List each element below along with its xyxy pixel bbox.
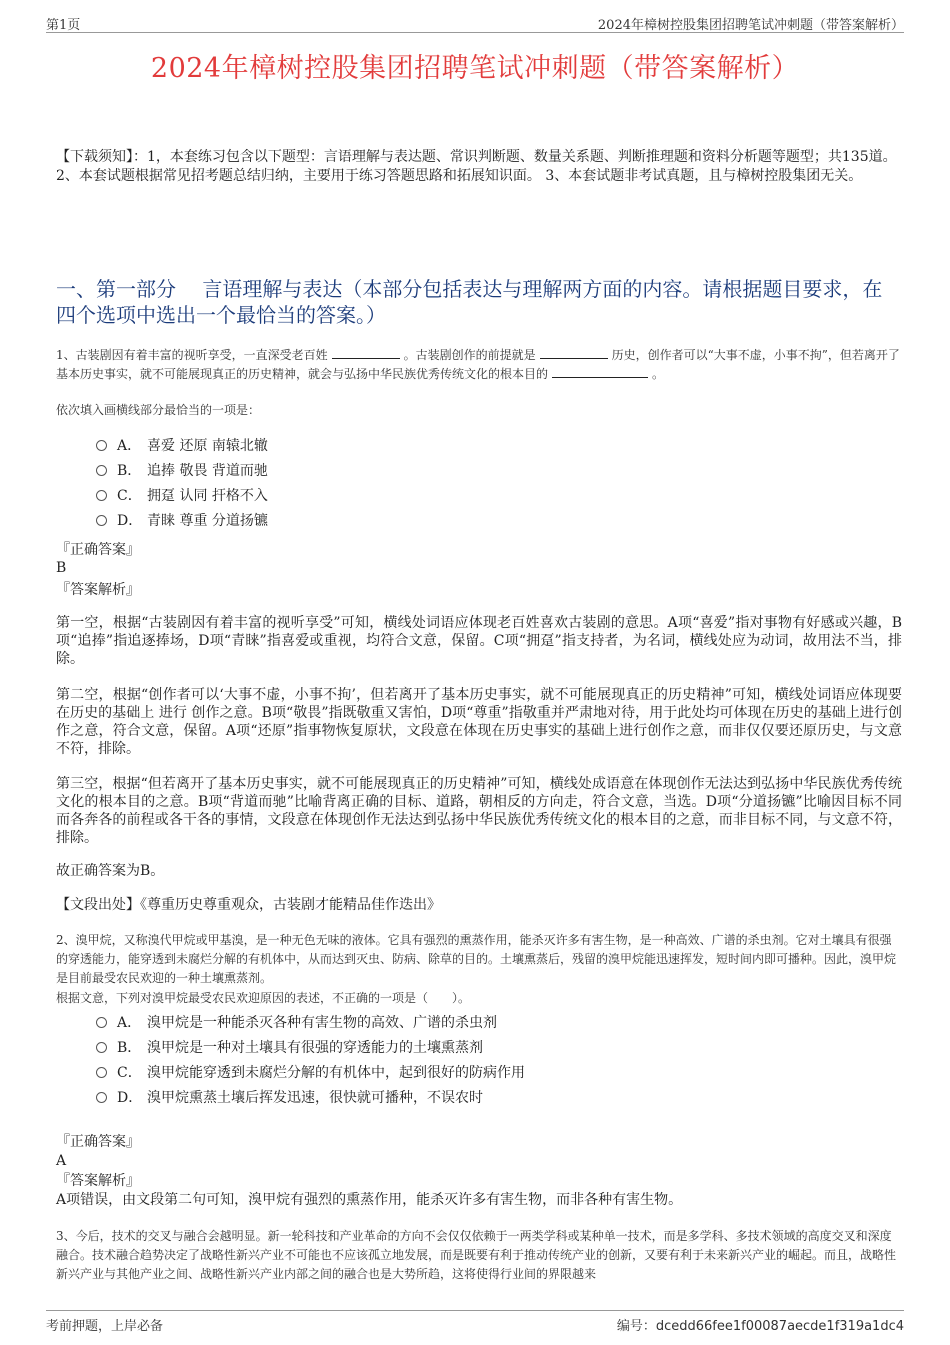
- q1-blank: [552, 365, 648, 378]
- header-doc-title: 2024年樟树控股集团招聘笔试冲刺题（带答案解析）: [597, 18, 904, 33]
- option-letter: C．: [117, 488, 142, 504]
- q2-analysis: A项错误，由文段第二句可知，溴甲烷有强烈的熏蒸作用，能杀灭许多有害生物，而非各种有害生物。: [56, 1192, 683, 1208]
- q1-blank: [540, 346, 608, 359]
- q1-answer: B: [56, 560, 67, 576]
- q1-stem-part: 。古装剧创作的前提就是: [403, 348, 536, 362]
- option-text: 追捧 敬畏 背道而驰: [147, 463, 268, 479]
- q1-analysis-label: 『答案解析』: [56, 582, 140, 598]
- radio-icon[interactable]: [96, 490, 107, 501]
- radio-icon[interactable]: [96, 440, 107, 451]
- q1-analysis-para-2: 第二空，根据“创作者可以‘大事不虚，小事不拘’，但若离开了基本历史事实，就不可能展现真正的历史精神”可知，横线处词语应体现要在历史的基础上 进行 创作之意。B项“敬畏”指既敬重又害怕，D项“尊重”指敬重并严肃地对待，用于此处均可体现在历史的基础上进行创作之意，符合文意，保留。A项“还原”指事物恢复原状，文段意在体现在历史事实的基础上进行创作之意，而非仅仅要还原历史，与文意不符，排除。: [56, 687, 902, 757]
- q1-analysis-para-3: 第三空，根据“但若离开了基本历史事实，就不可能展现真正的历史精神”可知，横线处成语意在体现创作无法达到弘扬中华民族优秀传统文化的根本目的之意。B项“背道而驰”比喻背离正确的目标、道路，朝相反的方向走，符合文意，当选。D项“分道扬镳”比喻因目标不同而各奔各的前程或各干各的事情，文段意在体现创作无法达到弘扬中华民族优秀传统文化的根本目的之意，而非目标不同，与文意不符，排除。: [56, 776, 902, 846]
- option-text: 喜爱 还原 南辕北辙: [147, 438, 268, 454]
- q1-answer-label: 『正确答案』: [56, 542, 140, 558]
- option-text: 溴甲烷熏蒸土壤后挥发迅速，很快就可播种，不误农时: [147, 1090, 483, 1106]
- option-text: 拥趸 认同 扞格不入: [147, 488, 268, 504]
- option-text: 溴甲烷是一种能杀灭各种有害生物的高效、广谱的杀虫剂: [147, 1015, 497, 1031]
- q2-stem: 2、溴甲烷，又称溴代甲烷或甲基溴，是一种无色无味的液体。它具有强烈的熏蒸作用，能杀灭许多有害生物，是一种高效、广谱的杀虫剂。它对土壤具有很强的穿透能力，能穿透到未腐烂分解的有机体中，从而达到灭虫、防病、除草的目的。土壤熏蒸后，残留的溴甲烷能迅速挥发，短时间内即可播种。因此，溴甲烷是目前最受农民欢迎的一种土壤熏蒸剂。: [56, 933, 897, 985]
- q1-option-d[interactable]: [96, 509, 268, 534]
- option-text: 青睐 尊重 分道扬镳: [147, 513, 268, 529]
- q1-source: 【文段出处】《尊重历史尊重观众，古装剧才能精品佳作迭出》: [56, 897, 441, 913]
- option-letter: B．: [117, 1040, 142, 1056]
- q2-answer: A: [56, 1153, 67, 1169]
- download-notice: 【下载须知】：1，本套练习包含以下题型：言语理解与表达题、常识判断题、数量关系题、判断推理题和资料分析题等题型；共135道。 2、本套试题根据常见招考题总结归纳，主要用于练习答题思路和拓展知识面。 3、本套试题非考试真题，且与樟树控股集团无关。: [56, 149, 897, 184]
- q2-option-c[interactable]: [96, 1061, 525, 1086]
- q2-option-b[interactable]: [96, 1036, 525, 1061]
- page-footer: [46, 1310, 904, 1334]
- radio-icon[interactable]: [96, 465, 107, 476]
- q1-option-b[interactable]: [96, 459, 268, 484]
- radio-icon[interactable]: [96, 1017, 107, 1028]
- q2-analysis-label: 『答案解析』: [56, 1173, 140, 1189]
- radio-icon[interactable]: [96, 515, 107, 526]
- option-letter: A．: [117, 1015, 142, 1031]
- q1-stem-part: 1、古装剧因有着丰富的视听享受，一直深受老百姓: [56, 348, 328, 362]
- q1-stem-part: 。: [652, 367, 665, 381]
- footer-code-value: dcedd66fee1f00087aecde1f319a1dc4: [655, 1319, 904, 1334]
- q2-answer-label: 『正确答案』: [56, 1134, 140, 1150]
- section-heading: 一、第一部分 言语理解与表达（本部分包括表达与理解两方面的内容。请根据题目要求，在四个选项中选出一个最恰当的答案。）: [56, 277, 883, 327]
- radio-icon[interactable]: [96, 1042, 107, 1053]
- q1-analysis-para-1: 第一空，根据“古装剧因有着丰富的视听享受”可知，横线处词语应体现老百姓喜欢古装剧的意思。A项“喜爱”指对事物有好感或兴趣，B项“追捧”指追逐捧场，D项“青睐”指喜爱或重视，均符合文意，保留。C项“拥趸”指支持者，为名词，横线处应为动词，故用法不当，排除。: [56, 615, 902, 667]
- q1-prompt: 依次填入画横线部分最恰当的一项是：: [56, 403, 261, 417]
- option-letter: D．: [117, 1090, 143, 1106]
- radio-icon[interactable]: [96, 1067, 107, 1078]
- q2-option-d[interactable]: [96, 1086, 525, 1111]
- q2-option-a[interactable]: [96, 1011, 525, 1036]
- q1-options: [96, 434, 268, 534]
- option-text: 溴甲烷是一种对土壤具有很强的穿透能力的土壤熏蒸剂: [147, 1040, 483, 1056]
- q2-prompt: 根据文意，下列对溴甲烷最受农民欢迎原因的表述，不正确的一项是（ ）。: [56, 991, 471, 1005]
- document-title: 2024年樟树控股集团招聘笔试冲刺题（带答案解析）: [150, 53, 800, 84]
- q1-conclusion: 故正确答案为B。: [56, 863, 165, 879]
- q3-stem: 3、今后，技术的交叉与融合会越明显。新一轮科技和产业革命的方向不会仅仅依赖于一两类学科或某种单一技术，而是多学科、多技术领域的高度交叉和深度融合。技术融合趋势决定了战略性新兴产业不可能也不应该孤立地发展，而是既要有利于推动传统产业的创新，又要有利于未来新兴产业的崛起。而且，战略性新兴产业与其他产业之间、战略性新兴产业内部之间的融合也是大势所趋，这将使得行业间的界限越来: [56, 1229, 897, 1281]
- option-text: 溴甲烷能穿透到未腐烂分解的有机体中，起到很好的防病作用: [147, 1065, 525, 1081]
- option-letter: B．: [117, 463, 142, 479]
- q1-option-a[interactable]: [96, 434, 268, 459]
- q1-stem-part: 历史，创作者可以“大事不虚，小事不拘”，但若离开了基本历史事实，就不可能展现真正的历史精神，就会与弘扬中华民族优秀传统文化的根本目的: [56, 348, 900, 381]
- page-header: [46, 12, 904, 33]
- q1-blank: [332, 346, 400, 359]
- q1-stem: [56, 346, 902, 384]
- radio-icon[interactable]: [96, 1092, 107, 1103]
- footer-code-label: 编号：: [616, 1319, 656, 1334]
- q2-options: [96, 1011, 525, 1111]
- option-letter: D．: [117, 513, 143, 529]
- page-number: 第1页: [46, 18, 81, 33]
- q1-option-c[interactable]: [96, 484, 268, 509]
- option-letter: A．: [117, 438, 142, 454]
- option-letter: C．: [117, 1065, 142, 1081]
- footer-code: [617, 1315, 904, 1334]
- footer-slogan: 考前押题，上岸必备: [46, 1319, 164, 1334]
